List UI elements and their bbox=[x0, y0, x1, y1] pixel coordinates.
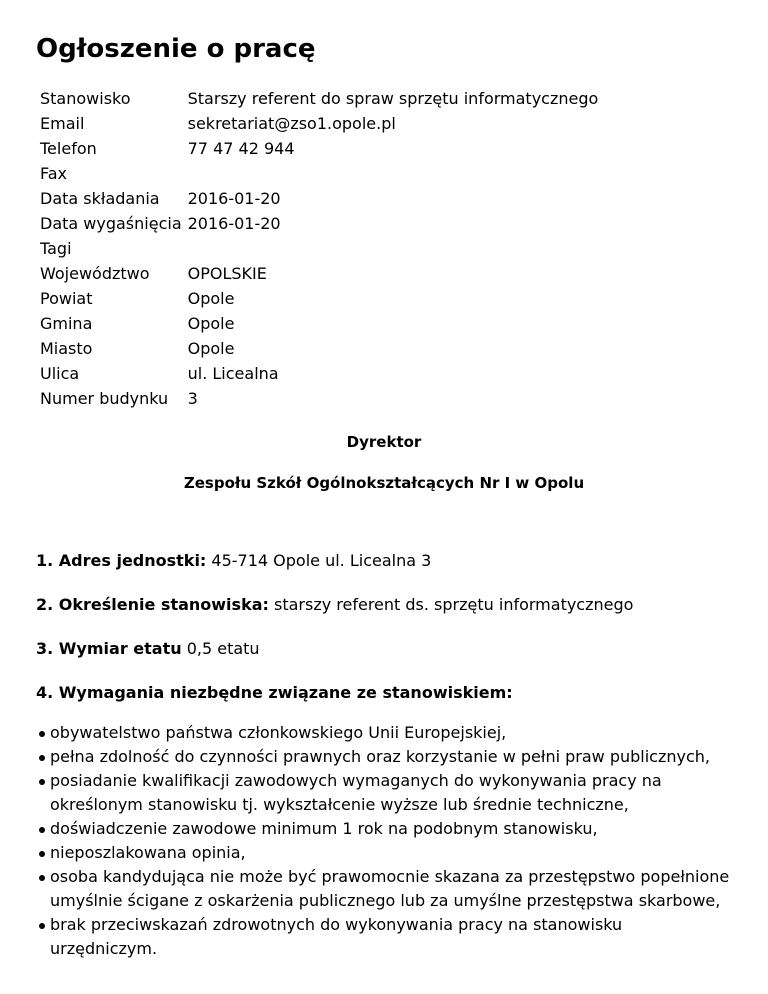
requirement-item: nieposzlakowana opinia, bbox=[50, 841, 732, 865]
detail-row bbox=[37, 211, 601, 236]
section-text: 45-714 Opole ul. Licealna 3 bbox=[206, 551, 432, 570]
section-item bbox=[36, 636, 732, 661]
detail-label: Fax bbox=[40, 164, 68, 183]
detail-value: 2016-01-20 bbox=[187, 214, 281, 233]
details-table bbox=[37, 86, 601, 411]
requirement-item: posiadanie kwalifikacji zawodowych wymaganych do wykonywania pracy na określonym stanowisku tj. wykształcenie wyższe lub średnie techniczne, bbox=[50, 769, 732, 817]
section-label: 3. Wymiar etatu bbox=[36, 639, 182, 658]
detail-row bbox=[37, 386, 601, 411]
page-title: Ogłoszenie o pracę bbox=[36, 34, 316, 64]
detail-value: sekretariat@zso1.opole.pl bbox=[187, 114, 396, 133]
requirement-item: pełna zdolność do czynności prawnych oraz korzystanie w pełni praw publicznych, bbox=[50, 745, 732, 769]
detail-row bbox=[37, 311, 601, 336]
detail-label: Miasto bbox=[40, 339, 93, 358]
employer-name-heading: Zespołu Szkół Ogólnokształcących Nr I w Opolu bbox=[183, 474, 585, 492]
requirements-list bbox=[36, 721, 732, 961]
detail-value: 77 47 42 944 bbox=[187, 139, 295, 158]
section-item bbox=[36, 592, 732, 617]
section-item bbox=[36, 548, 732, 573]
requirement-item: brak przeciwskazań zdrowotnych do wykonywania pracy na stanowisku urzędniczym. bbox=[50, 913, 732, 961]
requirement-item: osoba kandydująca nie może być prawomocnie skazana za przestępstwo popełnione umyślnie ścigane z oskarżenia publicznego lub za umyślne przestępstwa skarbowe, bbox=[50, 865, 732, 913]
detail-label: Data wygaśnięcia bbox=[40, 214, 182, 233]
requirement-item: obywatelstwo państwa członkowskiego Unii Europejskiej, bbox=[50, 721, 732, 745]
detail-row bbox=[37, 261, 601, 286]
detail-row bbox=[37, 236, 601, 261]
detail-value: OPOLSKIE bbox=[187, 264, 267, 283]
section-label: 2. Określenie stanowiska: bbox=[36, 595, 269, 614]
detail-row bbox=[37, 361, 601, 386]
detail-label: Tagi bbox=[40, 239, 72, 258]
detail-row bbox=[37, 136, 601, 161]
detail-label: Stanowisko bbox=[40, 89, 131, 108]
detail-row bbox=[37, 111, 601, 136]
section-text: starszy referent ds. sprzętu informatycznego bbox=[268, 595, 634, 614]
section-text: 0,5 etatu bbox=[181, 639, 260, 658]
detail-value: Starszy referent do spraw sprzętu informatycznego bbox=[187, 89, 599, 108]
detail-value bbox=[185, 161, 602, 186]
detail-value: 2016-01-20 bbox=[187, 189, 281, 208]
detail-label: Ulica bbox=[40, 364, 80, 383]
detail-value: 3 bbox=[187, 389, 198, 408]
detail-label: Numer budynku bbox=[40, 389, 169, 408]
detail-row bbox=[37, 161, 601, 186]
detail-value bbox=[185, 236, 602, 261]
detail-row bbox=[37, 86, 601, 111]
section-label: 4. Wymagania niezbędne związane ze stanowiskiem: bbox=[36, 683, 513, 702]
detail-value: Opole bbox=[187, 289, 235, 308]
detail-label: Powiat bbox=[40, 289, 93, 308]
section-item bbox=[36, 680, 732, 705]
detail-value: Opole bbox=[187, 339, 235, 358]
requirement-item: doświadczenie zawodowe minimum 1 rok na podobnym stanowisku, bbox=[50, 817, 732, 841]
detail-label: Województwo bbox=[40, 264, 150, 283]
detail-value: ul. Licealna bbox=[187, 364, 279, 383]
posting-sections bbox=[36, 548, 732, 705]
detail-label: Email bbox=[40, 114, 85, 133]
detail-row bbox=[37, 336, 601, 361]
detail-value: Opole bbox=[187, 314, 235, 333]
detail-row bbox=[37, 186, 601, 211]
detail-label: Data składania bbox=[40, 189, 160, 208]
detail-row bbox=[37, 286, 601, 311]
employer-heading: Dyrektor bbox=[346, 433, 422, 451]
section-label: 1. Adres jednostki: bbox=[36, 551, 207, 570]
detail-label: Gmina bbox=[40, 314, 93, 333]
detail-label: Telefon bbox=[40, 139, 97, 158]
